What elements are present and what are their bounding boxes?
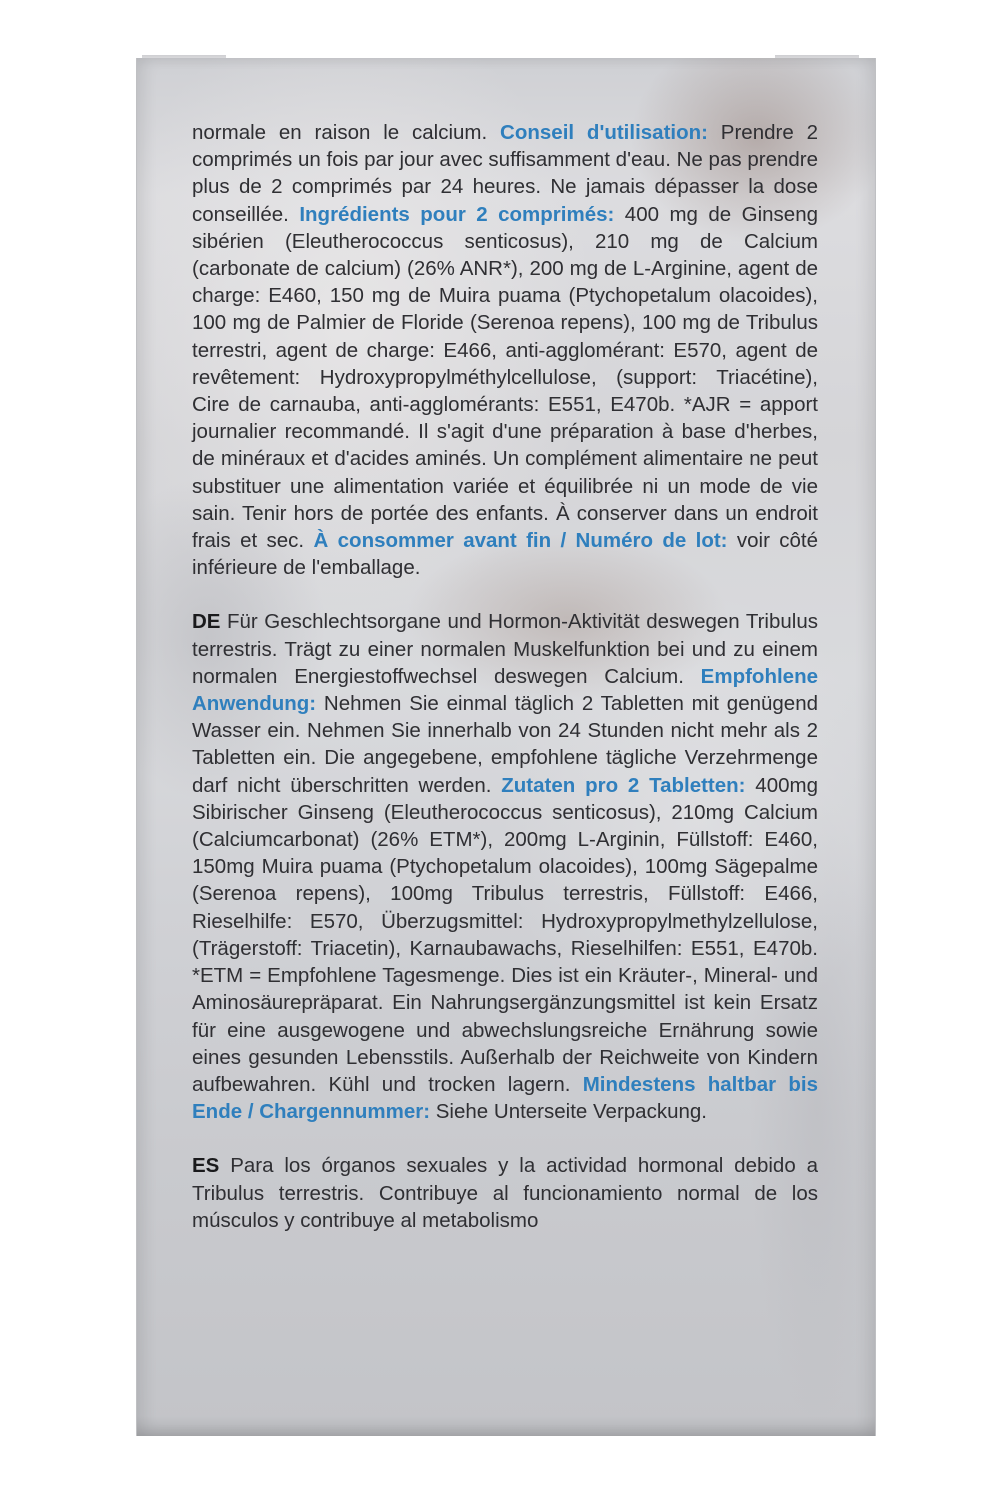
de-language-code: DE bbox=[192, 610, 221, 634]
es-text-1: Para los órganos sexuales y la actividad hormonal debido a Tribulus terrestris. Contribuye al funcionamiento normal de los músculos y contribuye al metabolismo bbox=[192, 1154, 818, 1232]
fr-ingredients-heading: Ingrédients pour 2 comprimés: bbox=[299, 202, 615, 226]
de-ingredients-heading: Zutaten pro 2 Tabletten: bbox=[501, 773, 746, 797]
fr-best-before-heading: À consommer avant fin / Numéro de lot: bbox=[313, 529, 728, 553]
de-usage-heading: Empfohlene Anwendung: bbox=[192, 664, 818, 716]
french-section bbox=[192, 119, 818, 581]
fr-text-3: 400 mg de Ginseng sibérien (Eleutherococcus senticosus), 210 mg de Calcium (carbonate de calcium) (26% ANR*), 200 mg de L-Arginine, agent de charge: E460, 150 mg de Muira puama (Ptychopetalum olacoides), 100 mg de Palmier de Floride (Serenoa repens), 100 mg de Tribulus terrestri, agent de charge: E466, anti-agglomérant: E570, agent de revêtement: Hydroxypropylméthylcellulose, (support: Triacétine), Cire de carnauba, anti-agglomérants: E551, E470b. *AJR = apport journalier recommandé. Il s'agit d'une préparation à base d'herbes, de minéraux et d'acides aminés. Un complément alimentaire ne peut substituer une alimentation variée et équilibrée ni un mode de vie sain. Tenir hors de portée des enfants. À conserver dans un endroit frais et sec. bbox=[192, 202, 819, 553]
fr-text-1: normale en raison le calcium. bbox=[192, 121, 501, 144]
de-best-before-heading: Mindestens haltbar bis Ende / Chargennummer: bbox=[192, 1072, 818, 1124]
de-text-1: Für Geschlechtsorgane und Hormon-Aktivität deswegen Tribulus terrestris. Trägt zu einer normalen Muskelfunktion bei und zu einem normalen Energiestoffwechsel deswegen Calcium. bbox=[192, 610, 818, 688]
de-text-4: Siehe Unterseite Verpackung. bbox=[430, 1100, 707, 1124]
fr-text-2: Prendre 2 comprimés un fois par jour avec suffisamment d'eau. Ne pas prendre plus de 2 comprimés par 24 heures. Ne jamais dépasser la dose conseillée. bbox=[192, 121, 818, 226]
box-side-panel bbox=[136, 58, 876, 1436]
de-text-3: 400mg Sibirischer Ginseng (Eleutherococcus senticosus), 210mg Calcium (Calciumcarbonat) (26% ETM*), 200mg L-Arginin, Füllstoff: E460, 150mg Muira puama (Ptychopetalum olacoides), 100mg Sägepalme (Serenoa repens), 100mg Tribulus terrestris, Füllstoff: E466, Rieselhilfe: E570, Überzugsmittel: Hydroxypropylmethylzellulose, (Trägerstoff: Triacetin), Karnaubawachs, Rieselhilfen: E551, E470b. *ETM = Empfohlene Tagesmenge. Dies ist ein Kräuter-, Mineral- und Aminosäurepräparat. Ein Nahrungsergänzungsmittel ist kein Ersatz für eine ausgewogene und abwechslungsreiche Ernährung sowie eines gesunden Lebensstils. Außerhalb der Reichweite von Kindern aufbewahren. Kühl und trocken lagern. bbox=[192, 773, 818, 1096]
fr-text-4: voir côté inférieure de l'emballage. bbox=[192, 529, 819, 580]
de-text-2: Nehmen Sie einmal täglich 2 Tabletten mit genügend Wasser ein. Nehmen Sie innerhalb von 24 Stunden nicht mehr als 2 Tabletten ein. Die angegebene, empfohlene tägliche Verzehrmenge darf nicht überschritten werden. bbox=[192, 692, 818, 797]
box-bottom-shadow bbox=[137, 1416, 875, 1436]
es-language-code: ES bbox=[192, 1154, 220, 1178]
fr-usage-heading: Conseil d'utilisation: bbox=[500, 121, 708, 144]
german-section bbox=[192, 608, 818, 1125]
spanish-section bbox=[192, 1152, 818, 1234]
product-info-text bbox=[192, 119, 818, 1234]
